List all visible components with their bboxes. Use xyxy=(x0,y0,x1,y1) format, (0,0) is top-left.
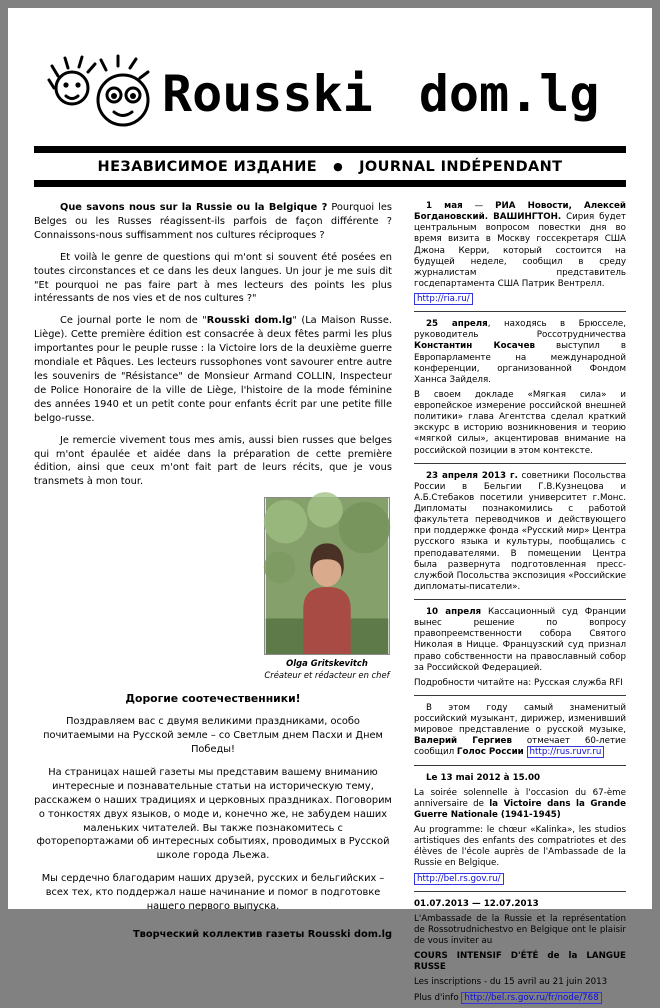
text-segment: 23 апреля 2013 г. xyxy=(426,470,518,481)
editor-photo xyxy=(264,497,390,655)
editor-name: Olga Gritskevitch xyxy=(286,658,368,669)
editorial-column xyxy=(34,201,392,1008)
link-bel-rs-gov[interactable]: http://bel.rs.gov.ru/ xyxy=(414,873,504,885)
text-segment: Rousski dom.lg xyxy=(206,315,293,327)
news-item-nice-cathedral xyxy=(414,607,626,689)
event-body: Au programme: le chœur «Kalinka», les studios artistiques des enfants des compatriotes et des élèves de l'école auprès de l'Ambassade de la Russie en Belgique. xyxy=(414,825,626,869)
news-item-ria xyxy=(414,201,626,305)
link-ria[interactable]: http://ria.ru/ xyxy=(414,293,473,305)
newspaper-page xyxy=(8,8,652,1003)
event-date: Le 13 mai 2012 à 15.00 xyxy=(426,772,541,783)
news-link-line xyxy=(414,874,626,885)
text-segment: выступил в Европарламенте на международной конференции, организованной Фондом Ханнса Зайделя. xyxy=(414,341,626,385)
text-segment: 10 апреля xyxy=(426,607,482,617)
text-segment: Ce journal porte le nom de " xyxy=(60,315,207,327)
news-link-line xyxy=(414,294,626,305)
intro-paragraph-4: Je remercie vivement tous mes amis, aussi bien russes que belges qui m'ont épaulée et aidée dans la préparation de cette première édition, ainsi que ceux m'ont fait part de leurs récits, que je vous transmets à mon tour. xyxy=(34,434,392,488)
news-separator xyxy=(414,695,626,696)
news-separator xyxy=(414,891,626,892)
russian-paragraph-2: На страницах нашей газеты мы представим вашему вниманию интересные и познавательные статьи на историческую тему, расскажем о наших традициях и церковных праздниках. Поговорим о тонкостях двух языков, о моде и, конечно же, не забудем наших маленьких читателей. Вы также познакомитесь с фоторепортажами об интересных событиях, проводимых в Русской школе города Льежа. xyxy=(34,766,392,862)
newspaper-title: Rousski dom.lg xyxy=(162,64,600,123)
text-segment: Кассационный суд Франции вынес решение по вопросу правопреемственности собора Святого Николая в Ницце. Французский суд признал право собственности на православный собор за Российской Федерацией. xyxy=(414,607,626,673)
news-text: В своем докладе «Мягкая сила» и европейское измерение российской внешней политики» глава Агентства сделал краткий экскурс в историю возникновения и теорию «мягкой силы», акцентировав внимание на российской позиции в этом контексте. xyxy=(414,389,626,456)
news-separator xyxy=(414,599,626,600)
editor-photo-figure xyxy=(264,497,390,681)
news-item-kosachev xyxy=(414,319,626,457)
news-item-gergiev xyxy=(414,703,626,759)
subtitle-russian: НЕЗАВИСИМОЕ ИЗДАНИЕ xyxy=(97,159,318,175)
text-segment: — xyxy=(462,201,496,211)
intro-paragraph-2: Et voilà le genre de questions qui m'ont si souvent été posées en toutes circonstances et ce dans les deux langues. Un jour je me suis dit "Et pourquoi ne pas faire part à mes lecteurs des points les plus intéressants de nos vies et de nos cultures ?" xyxy=(34,251,392,305)
content-columns xyxy=(34,201,626,1008)
text-segment: Plus d'info xyxy=(414,992,462,1003)
text-segment: La soirée solennelle à l'occasion du 67-ème anniversaire de xyxy=(414,787,626,809)
course-title: COURS INTENSIF D'ÉTÉ de la LANGUE RUSSE xyxy=(414,951,626,973)
masthead-rule-top xyxy=(34,146,626,153)
news-separator xyxy=(414,765,626,766)
event-title xyxy=(414,788,626,821)
text-segment: Pourquoi les Belges ou les Russes réagissent-ils parfois de façon différente ? Connaissons-nous suffisamment nos cultures réciproques ? xyxy=(34,202,393,241)
news-text xyxy=(414,319,626,386)
intro-paragraph-3 xyxy=(34,314,392,425)
text-segment: Валерий Гергиев xyxy=(414,736,512,747)
text-segment: 1 мая xyxy=(426,201,463,211)
text-segment: 25 апреля xyxy=(426,319,488,330)
masthead-logo-row xyxy=(34,26,626,140)
news-text xyxy=(414,471,626,593)
masthead-subtitle xyxy=(34,153,626,180)
text-segment: Сирия будет центральным вопросом повестки дня во время визита в Москву госсекретаря США Джона Керри, который состоится на будущей неделе, сообщил в среду журналистам представитель госдепартамента США Патрик Вентрелл. xyxy=(414,212,626,289)
editor-role: Créateur et rédacteur en chef xyxy=(264,669,390,680)
news-item-mons xyxy=(414,471,626,593)
course-invitation: L'Ambassade de la Russie et la représentation de Rossotrudnichestvo en Belgique ont le plaisir de vous inviter au xyxy=(414,913,626,946)
text-segment: " (La Maison Russe. Liège). Cette première édition est consacrée à deux fêtes parmi les plus importantes pour le peuple russe : la Victoire lors de la deuxième guerre mondiale et Pâques. Les lecteurs russophones vont savourer entre autre les souvenirs de "Résistance" de Monsieur Armand COLLIN, Inspecteur de Police Honoraire de la ville de Liège, l'histoire de la mode féminine des années 1940 et un petit conte pour enfants écrit par une petite fille belgo-russe. xyxy=(34,315,393,424)
intro-paragraph-1 xyxy=(34,201,392,243)
text-segment: Константин Косачев xyxy=(414,341,535,352)
masthead xyxy=(34,26,626,187)
course-dates: 01.07.2013 — 12.07.2013 xyxy=(414,898,539,909)
text-segment: РИА Новости, Алексей Богдановский. ВАШИНГТОН. xyxy=(414,201,626,223)
news-item-victory-soiree xyxy=(414,773,626,885)
link-ruvr[interactable]: http://rus.ruvr.ru xyxy=(527,746,605,758)
news-text xyxy=(414,703,626,759)
text-segment: , находясь в Брюсселе, руководитель Россотрудничества xyxy=(414,319,626,341)
news-text xyxy=(414,607,626,674)
news-separator xyxy=(414,311,626,312)
course-inscriptions: Les inscriptions - du 15 avril au 21 juin 2013 xyxy=(414,977,608,988)
text-segment: Que savons nous sur la Russie ou la Belgique ? xyxy=(60,202,328,213)
text-segment: советники Посольства России в Бельгии Г.В.Кузнецова и А.Б.Стебаков посетили университет г.Монс. Дипломаты познакомились с работой факультета переводчиков и действующего при поддержке фонда «Русский мир» Центра русского языка и культуры, пообщались с преподавателями. В помещении Центра была развернута подготовленная пресс-службой Посольства экспозиция «Российские дипломаты-писатели». xyxy=(414,470,626,592)
logo-cartoon-icon xyxy=(48,54,152,134)
news-item-russian-course xyxy=(414,899,626,1004)
text-segment: la Victoire dans la Grande Guerre Nationale (1941-1945) xyxy=(414,798,626,820)
text-segment: Голос России xyxy=(456,747,524,758)
subtitle-bullet-icon: ● xyxy=(333,160,344,173)
greeting-heading: Дорогие соотечественники! xyxy=(125,691,301,705)
russian-paragraph-1: Поздравляем вас с двумя великими праздниками, особо почитаемыми на Русской земле – со Светлым днем Пасхи и Днем Победы! xyxy=(43,716,383,756)
russian-paragraph-3: Мы сердечно благодарим наших друзей, русских и бельгийских – всех тех, кто поддержал наше начинание и помог в подготовке нашего первого выпуска. xyxy=(41,873,385,913)
link-course-info[interactable]: http://bel.rs.gov.ru/fr/node/768 xyxy=(461,992,601,1004)
news-column xyxy=(414,201,626,1008)
news-link-line xyxy=(414,993,626,1004)
text-segment: отмечает 60-летие сообщил xyxy=(414,736,626,758)
editor-photo-caption xyxy=(264,658,390,681)
news-more: Подробности читайте на: Русская служба RFI xyxy=(414,677,623,688)
news-text xyxy=(414,201,626,290)
editorial-signature: Творческий коллектив газеты Rousski dom.lg xyxy=(132,929,392,941)
subtitle-french: JOURNAL INDÉPENDANT xyxy=(359,159,563,175)
text-segment: В этом году самый знаменитый российский музыкант, дирижер, изменивший мировое представление о русской музыке, xyxy=(414,702,626,736)
news-separator xyxy=(414,463,626,464)
masthead-rule-bottom xyxy=(34,180,626,187)
